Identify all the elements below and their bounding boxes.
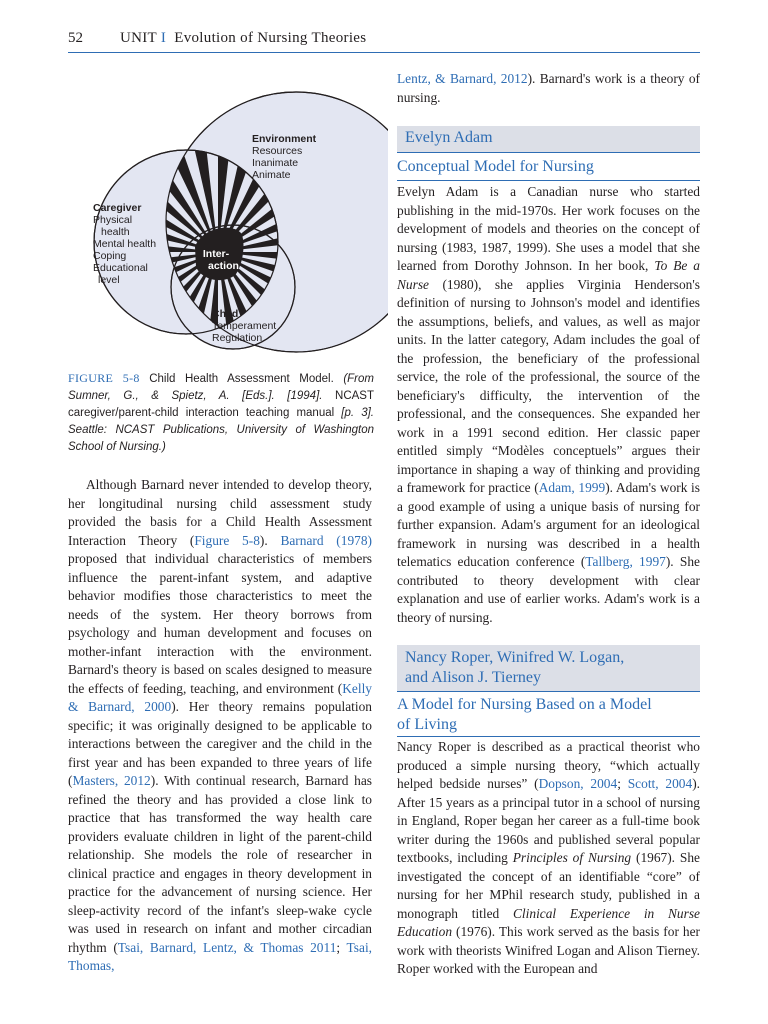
- figure-child-health-model: [68, 62, 388, 367]
- unit-title: UNIT I Evolution of Nursing Theories: [120, 30, 367, 46]
- header-rule: [68, 52, 700, 53]
- heading-rule: [397, 152, 700, 153]
- interaction-label: Inter- action: [202, 248, 239, 272]
- left-column: [68, 476, 372, 976]
- adam-paragraph: Evelyn Adam is a Canadian nurse who started publishing in the mid-1970s. Her work focuses on the development of models and theories on the concept of nursing (1983, 1987, 1999). She uses a model that she learned from Dorothy Johnson. In her book, To Be a Nurse (1980), she applies Virginia Henderson's definition of nursing to Johnson's model and identifies the assumptions, beliefs, and values, as well as major units. In the latter category, Adam includes the goal of the profession, the beneficiary of the professional service, the role of the professional, the source of the beneficiary's difficulty, the intervention of the professional, and the consequences. She expanded her work in a 1991 second edition. Her classic paper entitled simply “Modèles conceptuels” argues their importance in shaping a way of thinking and providing a framework for practice (Adam, 1999). Adam's work is a good example of using a unique basis of nursing for further expansion. Adam's argument for an ideological framework in nursing was described in a health telematics education conference (Tallberg, 1997). She contributed to theory development with clear explanation and use of earlier works. Adam's work is a theory of nursing.: [397, 184, 700, 625]
- citation-link[interactable]: Scott, 2004: [627, 776, 693, 791]
- citation-link[interactable]: Kelly & Barnard, 2000: [68, 680, 372, 714]
- citation-link[interactable]: Masters, 2012: [72, 773, 151, 788]
- roper-paragraph: Nancy Roper is described as a practical theorist who produced a simple nursing theory, “which actually helped bedside nurses” (Dopson, 2004; Scott, 2004). After 15 years as a principal tutor in a school of nursing in England, Roper began her career as a full-time book writer during the 1960s and published several popular textbooks, including Principles of Nursing (1967). She investigated the concept of an identifiable “core” of nursing for her MPhil research study, published in a monograph titled Clinical Experience in Nurse Education (1976). This work served as the basis for her work with theorists Winifred Logan and Alison Tierney. Roper worked with the European and: [397, 739, 700, 976]
- figure-title: Child Health Assessment Model.: [139, 373, 344, 385]
- citation-link[interactable]: Adam, 1999: [538, 480, 606, 495]
- citation-link[interactable]: Tsai, Thomas,: [68, 939, 373, 973]
- barnard-continuation: Lentz, & Barnard, 2012). Barnard's work is a theory of nursing.: [397, 71, 700, 105]
- figure-link[interactable]: Figure 5-8: [194, 532, 260, 548]
- figure-number: FIGURE 5-8: [68, 371, 140, 385]
- section-heading-roper: Nancy Roper, Winifred W. Logan, and Alison J. Tierney: [397, 645, 700, 691]
- subheading-roper: A Model for Nursing Based on a Model of Living: [397, 696, 652, 733]
- heading-rule: [397, 691, 700, 692]
- caregiver-label: Caregiver Physical health Mental health Coping Educational level: [93, 202, 157, 286]
- citation-link[interactable]: Tallberg, 1997: [585, 554, 666, 569]
- citation-link[interactable]: Tsai, Barnard, Lentz, & Thomas 2011: [117, 939, 337, 955]
- barnard-paragraph: Although Barnard never intended to develop theory, her longitudinal nursing child assessment study provided the basis for a Child Health Assessment Interaction Theory (Figure 5-8). Barnard (1978) proposed that individual characteristics of members influence the parent-infant system, and adaptive behavior modifies those characteristics to meet the needs of the system. Her theory borrows from psychology and human development and focuses on mother-infant interaction with the environment. Barnard's theory is based on scales designed to measure the effects of feeding, teaching, and environment (Kelly & Barnard, 2000). Her theory remains population specific; it was originally designed to be applicable to interactions between the caregiver and the child in the first year and has been expanded to three years of life (Masters, 2012). With continual research, Barnard has refined the theory and has provided a close link to practice that has transformed the way health care providers evaluate children in light of the parent-child relationship. She models the role of researcher in clinical practice and engages in theory development in practice for the advancement of nursing science. Her sleep-activity record of the infant's sleep-wake cycle was used in research on infant and mother circadian rhythm (Tsai, Barnard, Lentz, & Thomas 2011; Tsai, Thomas,: [68, 477, 373, 973]
- page-number: 52: [68, 30, 83, 46]
- subheading-adam: Conceptual Model for Nursing: [397, 158, 594, 175]
- section-heading-adam: Evelyn Adam: [397, 126, 700, 152]
- figure-caption: FIGURE 5-8 Child Health Assessment Model. (From Sumner, G., & Spietz, A. [Eds.]. [1994]. NCAST caregiver/parent-child interaction teaching manual [p. 3]. Seattle: NCAST Publications, University of Washington School of Nursing.): [68, 371, 374, 453]
- citation-link[interactable]: Dopson, 2004: [538, 776, 618, 791]
- unit-number: I: [160, 30, 167, 46]
- running-header: [68, 30, 700, 54]
- citation-link[interactable]: Lentz, & Barnard, 2012: [397, 71, 528, 86]
- child-label: Child Temperament Regulation: [212, 308, 277, 344]
- environment-label: Environment Resources Inanimate Animate: [252, 133, 317, 181]
- citation-link[interactable]: Barnard (1978): [280, 532, 372, 548]
- right-column: [397, 70, 700, 979]
- subheading-rule: [397, 736, 700, 737]
- subheading-rule: [397, 180, 700, 181]
